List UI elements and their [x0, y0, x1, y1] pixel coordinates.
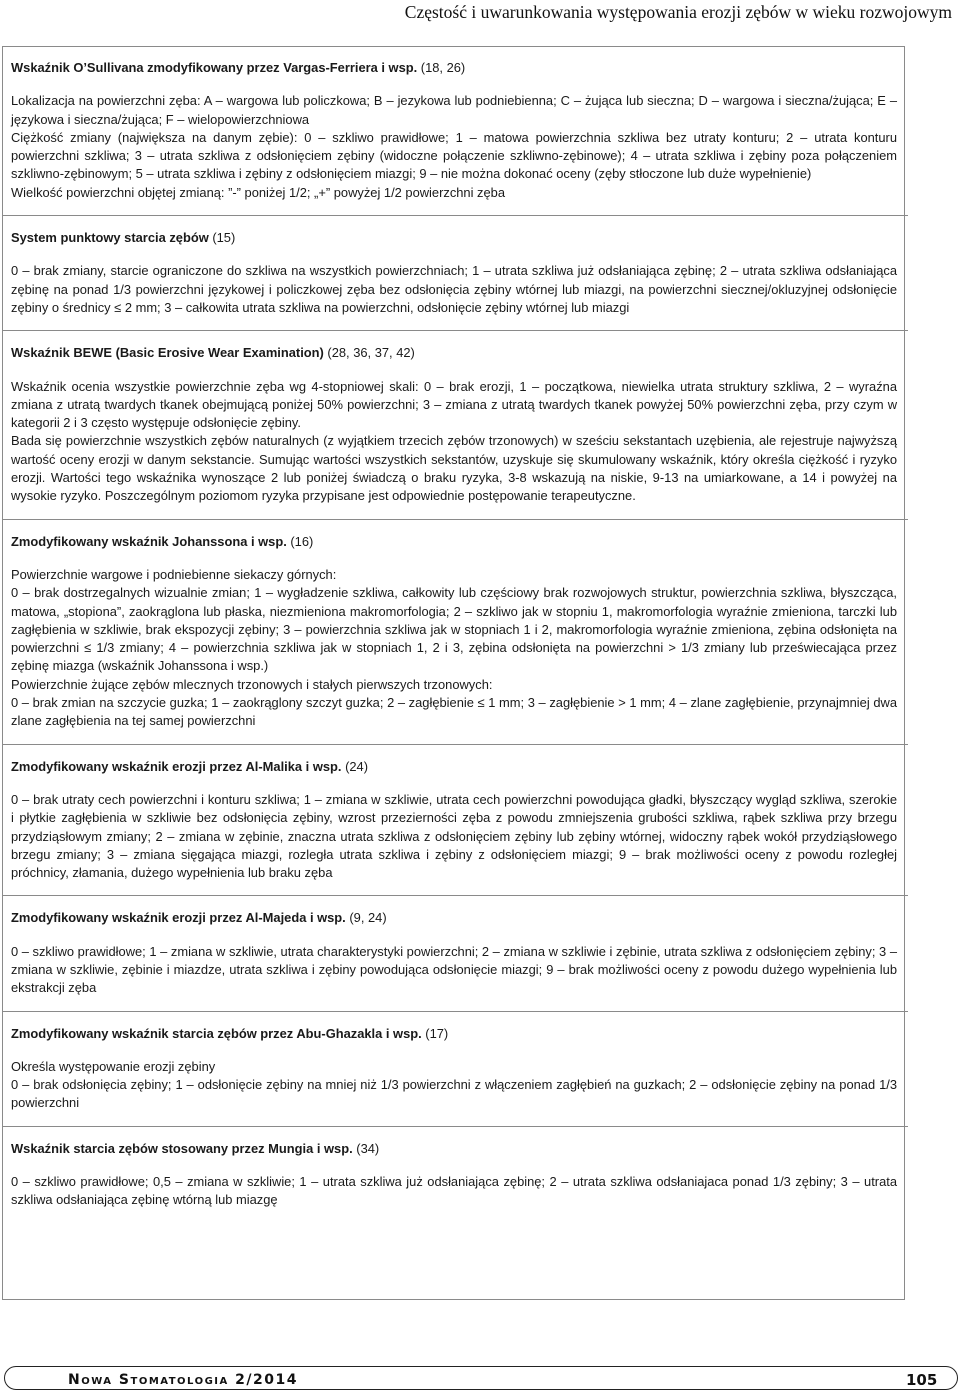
- section-al-malik: [2, 758, 908, 897]
- section-paragraph: 0 – brak odsłonięcia zębiny; 1 – odsłonięcie zębiny na mniej niż 1/3 powierzchni z włączeniem zagłębień na guzkach; 2 – odsłonięcie zębiny na ponad 1/3 powierzchni: [11, 1077, 897, 1111]
- section-ref: (15): [212, 230, 236, 246]
- section-title: Wskaźnik O’Sullivana zmodyfikowany przez Vargas-Ferriera i wsp.: [11, 60, 418, 75]
- section-ref: (24): [345, 758, 368, 774]
- section-paragraph: Wskaźnik ocenia wszystkie powierzchnie zęba wg 4-stopniowej skali: 0 – brak erozji, 1 – początkowa, niewielka utrata struktury szkliwa, 2 – wyraźna zmiana z utratą twardych tkanek obejmującą poniżej 50% powierzchni; 3 – zmiana z utratą twardych tkanek powyżej 50% powierzchni zęba, przy czym w kategorii 2 i 3 często występuje odsłonięcie zębiny.: [11, 378, 897, 431]
- section-paragraph: 0 – brak utraty cech powierzchni i konturu szkliwa; 1 – zmiana w szkliwie, utrata cech powierzchni powodująca gładki, błyszczący wygląd szkliwa, szerokie i płytkie zagłębienia w szkliwie bez odsłonięcia zębiny, wzrost przezierności zęba z powodu zmniejszenia grubości szkliwa, rąbek szkliwa przy brzegu przydziąsłowym zmiany; 2 – zmiana w zębinie, znaczna utrata szkliwa z odsłonięciem zębiny lub zębiny wtórnej, widoczny rąbek wokół przydziąsłowego brzegu zmiany; 3 – zmiana sięgająca miazgi, rozległa utrata szkliwa i zębiny z odsłonięciem miazgi; 9 – brak możliwości oceny z powodu rozległej próchnicy, złamania, dużego wypełnienia lub braku zęba: [11, 791, 897, 881]
- section-ref: (9, 24): [349, 910, 387, 926]
- section-paragraph: Wielkość powierzchni objętej zmianą: ”-” poniżej 1/2; „+” powyżej 1/2 powierzchni zęba: [11, 184, 506, 200]
- section-paragraph: Ciężkość zmiany (największa na danym zębie): 0 – szkliwo prawidłowe; 1 – matowa powierzchnia szkliwa bez utraty konturu; 2 – utrata konturu powierzchni szkliwa; 3 – utrata szkliwa z odsłonięciem zębiny (widoczne połączenie szkliwno-zębinowe); 4 – utrata szkliwa i zębiny poza połączeniem szkliwno-zębinowym; 5 – utrata szkliwa i zębiny z odsłonięciem miazgi; 9 – nie można dokonać oceny (zęby stłoczone lub duże wypełnienie): [11, 129, 897, 182]
- section-paragraph: Lokalizacja na powierzchni zęba: A – wargowa lub policzkowa; B – jezykowa lub podniebienna; C – żująca lub sieczna; D – wargowa i sieczna/żująca; E – językowa i sieczna/żująca; F – wielopowierzchniowa: [11, 93, 897, 127]
- section-heading: [11, 1140, 897, 1158]
- section-wear-score: [2, 229, 908, 331]
- section-paragraph: Określa występowanie erozji zębiny: [11, 1058, 216, 1074]
- section-title: Wskaźnik BEWE (Basic Erosive Wear Examination): [11, 345, 324, 361]
- section-ref: (17): [425, 1025, 449, 1041]
- section-paragraph: 0 – brak dostrzegalnych wizualnie zmian; 1 – wygładzenie szkliwa, całkowity lub częściowy brak rozwojowych struktur, powierzchnia szkliwa, błyszcząca, matowa, „stopiona”, zaokrąglona lub płaska, niezmieniona makromorfologia; 2 – szkliwo jak w stopniu 1, makromorfologia wyraźnie zmieniona, tarczki lub zagłębienia w szkliwie, brak ekspozycji zębiny; 3 – powierzchnia szkliwa jak w stopniach 1 i 2, makromorfologia wyraźnie zmieniona, zębina odsłonięta na powierzchni ≤ 1/3 zmiany; 4 – powierzchnia szkliwa jak w stopniach 1, 2 i 3, zębina odsłonięta na powierzchni > 1/3 zmiany lub przeświecająca przez zębinę miazga (wskaźnik Johanssona i wsp.): [11, 585, 897, 674]
- section-paragraph: Powierzchnie żujące zębów mlecznych trzonowych i stałych pierwszych trzonowych:: [11, 676, 493, 692]
- section-heading: [11, 344, 897, 362]
- section-ref: (18, 26): [420, 60, 466, 75]
- footer-journal-title: Nowa Stomatologia 2/2014: [60, 1371, 306, 1389]
- section-paragraph: Powierzchnie wargowe i podniebienne siekaczy górnych:: [11, 566, 337, 582]
- section-ref: (16): [290, 533, 314, 549]
- section-paragraph: 0 – brak zmian na szczycie guzka; 1 – zaokrąglony szczyt guzka; 2 – zagłębienie ≤ 1 mm; 3 – zagłębienie > 1 mm; 4 – zlane zagłębienie, przynajmniej dwa zlane zagłębienia na tej samej powierzchni: [11, 695, 897, 729]
- section-heading: [11, 533, 897, 551]
- index-table: [11, 59, 897, 1236]
- section-heading: [11, 758, 897, 776]
- section-mungia: [2, 1140, 908, 1223]
- section-title: Zmodyfikowany wskaźnik starcia zębów przez Abu-Ghazakla i wsp.: [11, 1025, 422, 1041]
- section-heading: [11, 1025, 897, 1043]
- section-heading: [11, 229, 897, 247]
- section-paragraph: 0 – szkliwo prawidłowe; 1 – zmiana w szkliwie, utrata charakterystyki powierzchni; 2 – zmiana w szkliwie i zębinie, utrata szkliwa z odsłonięciem zębiny; 3 – zmiana w szkliwie, zębinie i miazdze, utrata szkliwa i zębiny powodująca odsłonięcie miazgi; 9 – brak możliwości oceny z powodu dużego wypełnienia lub ekstrakcji zęba: [11, 943, 897, 996]
- section-johansson: [2, 533, 908, 745]
- section-paragraph: 0 – szkliwo prawidłowe; 0,5 – zmiana w szkliwie; 1 – utrata szkliwa już odsłaniająca zębinę; 2 – utrata szkliwa odsłaniajaca ponad 1/3 zębiny; 3 – utrata szkliwa odsłaniająca zębinę wtórną lub miazgę: [11, 1174, 897, 1208]
- section-ref: (28, 36, 37, 42): [327, 345, 415, 361]
- section-title: Wskaźnik starcia zębów stosowany przez Mungia i wsp.: [11, 1140, 353, 1156]
- running-head: Częstość i uwarunkowania występowania erozji zębów w wieku rozwojowym: [404, 2, 952, 22]
- section-osullivan: [2, 59, 908, 216]
- section-ref: (34): [356, 1140, 380, 1156]
- section-heading: [11, 909, 897, 927]
- section-title: Zmodyfikowany wskaźnik erozji przez Al-Malika i wsp.: [11, 758, 342, 774]
- section-al-majed: [2, 909, 908, 1011]
- section-title: Zmodyfikowany wskaźnik erozji przez Al-Majeda i wsp.: [11, 910, 346, 926]
- section-paragraph: 0 – brak zmiany, starcie ograniczone do szkliwa na wszystkich powierzchniach; 1 – utrata szkliwa już odsłaniająca zębinę; 2 – utrata szkliwa odsłaniająca zębinę na ponad 1/3 powierzchni językowej i policzkowej zęba bez odsłonięcia zębiny wtórnej lub miazgi, na powierzchni siecznej/okluzyjnej odsłonięcie zębiny o średnicy ≤ 2 mm; 3 – całkowita utrata szkliwa na powierzchni, odsłonięcie zębiny wtórnej lub miazgi: [11, 263, 897, 315]
- section-title: System punktowy starcia zębów: [11, 230, 209, 246]
- section-abu-ghazakl: [2, 1025, 908, 1127]
- section-title: Zmodyfikowany wskaźnik Johanssona i wsp.: [11, 533, 287, 549]
- section-heading: [11, 59, 897, 77]
- section-bewe: [2, 344, 908, 519]
- page-number: 105: [900, 1371, 943, 1389]
- section-paragraph: Bada się powierzchnie wszystkich zębów naturalnych (z wyjątkiem trzecich zębów trzonowych) w sześciu sekstantach uzębienia, ale rejestruje najwyższą wartość oceny erozji w danym sekstancie. Sumując wartości wszystkich sekstantów, uzyskuje się skumulowany wskaźnik, który określa ciężkość i ryzyko erozji. Wartości tego wskaźnika wynoszące 2 lub poniżej świadczą o braku ryzyka, 3-8 wskazują na niskie, 9-13 na umiarkowane, a 14 i powyżej na wysokie ryzyko. Poszczególnym poziomom ryzyka przypisane jest odpowiednie postępowanie terapeutyczne.: [11, 433, 897, 504]
